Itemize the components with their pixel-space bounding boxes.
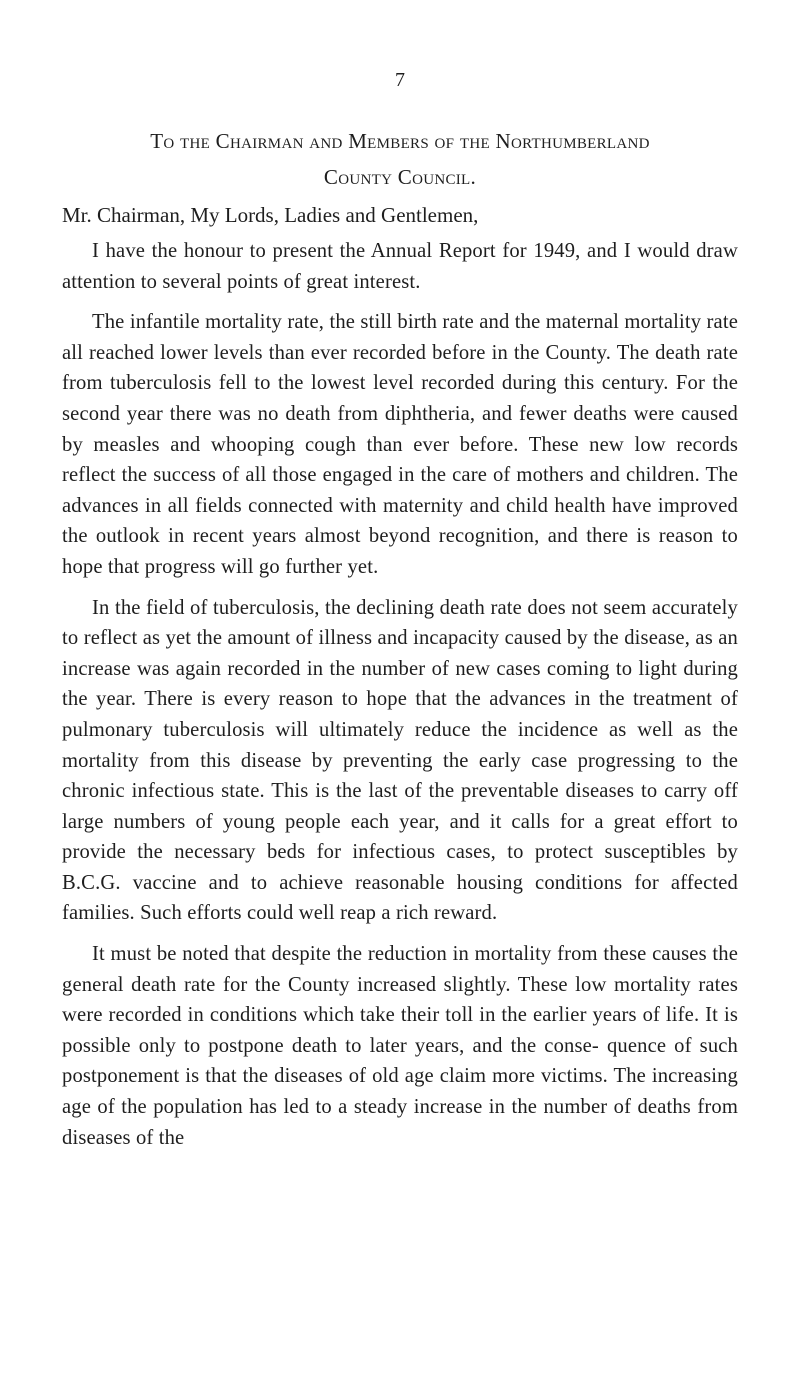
paragraph-tuberculosis: In the field of tuberculosis, the declining death rate does not seem accurately to reflect as yet the amount of illness and incapacity caused by the disease, as an increase was again recorded in the number of new cases coming to light during the year. There is every reason to hope that the advances in the treatment of pulmonary tuberculosis will ultimately reduce the incidence as well as the mortality from this disease by preventing the early case progressing to the chronic infectious state. This is the last of the preventable diseases to carry off large numbers of young people each year, and it calls for a great effort to provide the necessary beds for infectious cases, to protect susceptibles by B.C.G. vaccine and to achieve reasonable housing conditions for affected families. Such efforts could well reap a rich reward. [62,596,738,925]
paragraph-mortality-rates: The infantile mortality rate, the still birth rate and the maternal mortality rate all reached lower levels than ever recorded before in the County. The death rate from tuberculosis fell to the lowest level recorded during this century. For the second year there was no death from diphtheria, and fewer deaths were caused by measles and whooping cough than ever before. These new low records reflect the success of all those engaged in the care of mothers and children. The advances in all fields connected with maternity and child health have improved the outlook in recent years almost beyond recognition, and there is reason to hope that progress will go further yet. [62,311,738,578]
address-heading [60,123,740,195]
paragraph-general-death-rate: It must be noted that despite the reduction in mortality from these causes the general death rate for the County increased slightly. These low mortality rates were recorded in conditions which take their toll in the earlier years of life. It is possible only to postpone death to later years, and the conse- quence of such postponement is that the diseases of old age claim more victims. The increasing age of the population has led to a steady increase in the number of deaths from diseases of the [62,943,738,1149]
heading-line-1: To the Chairman and Members of the Northumberland [150,129,650,153]
heading-line-2: County Council. [323,165,477,189]
salutation: Mr. Chairman, My Lords, Ladies and Gentlemen, [62,203,479,227]
report-body [62,236,738,1163]
page-number: 7 [395,69,405,91]
paragraph-intro: I have the honour to present the Annual Report for 1949, and I would draw attention to several points of great interest. [62,240,738,293]
